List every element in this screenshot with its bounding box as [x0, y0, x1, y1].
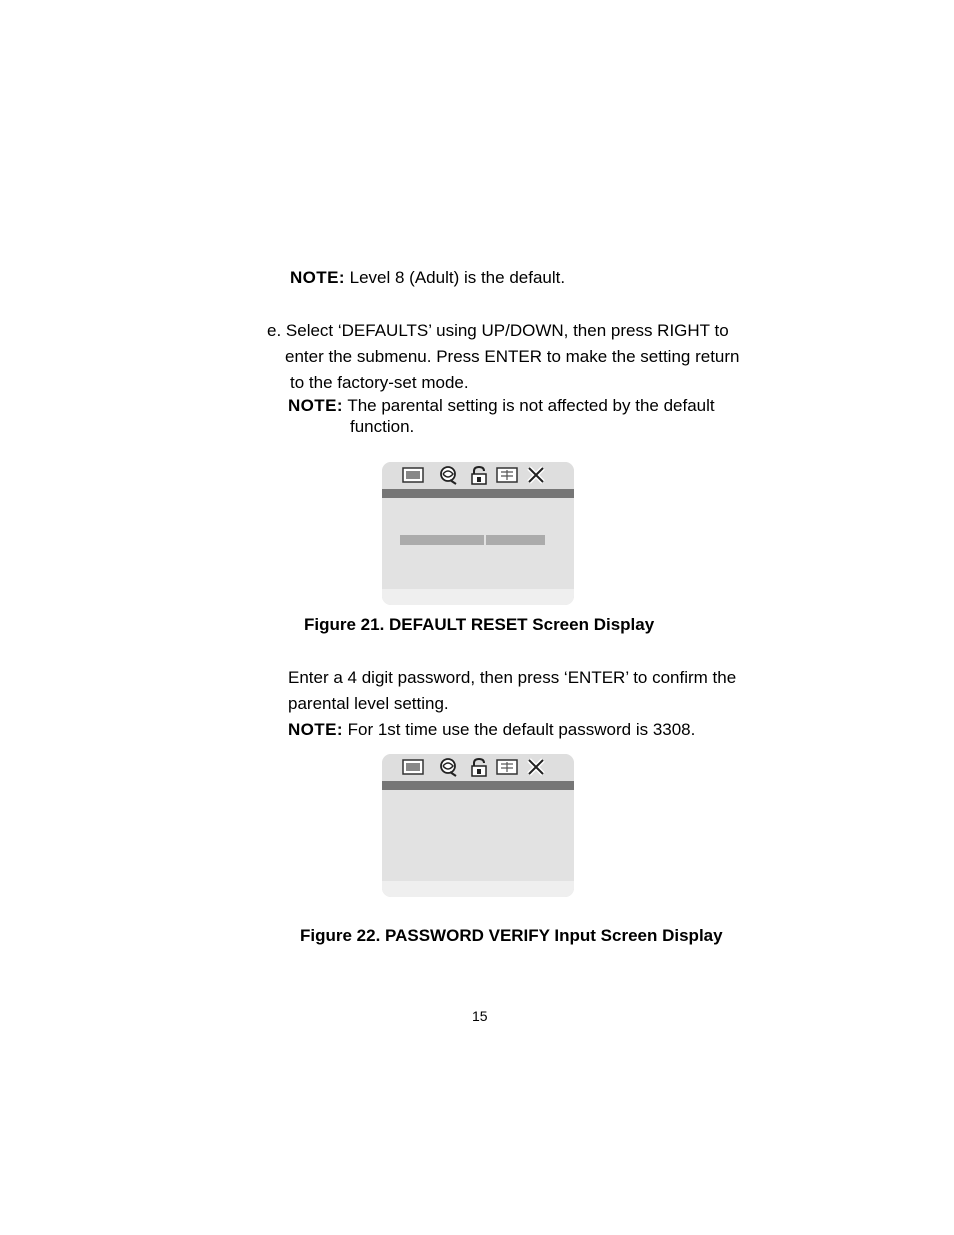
reset-option-highlight — [486, 535, 545, 545]
note-text: For 1st time use the default password is 3308. — [347, 720, 696, 739]
osd-footer — [382, 589, 574, 605]
audio-setup-icon — [438, 465, 460, 485]
step-e-line-2: enter the submenu. Press ENTER to make the setting return — [285, 347, 740, 366]
step-e-line-1: e. Select ‘DEFAULTS’ using UP/DOWN, then press RIGHT to — [267, 321, 729, 340]
osd-header-stripe — [382, 489, 574, 498]
figure-21-caption: Figure 21. DEFAULT RESET Screen Display — [304, 615, 655, 634]
exit-icon — [525, 757, 547, 777]
general-setup-icon — [402, 757, 424, 777]
note-text: Level 8 (Adult) is the default. — [349, 268, 566, 287]
general-setup-icon — [402, 465, 424, 485]
defaults-row-highlight — [400, 535, 484, 545]
page-number: 15 — [472, 1008, 488, 1024]
default-reset-screen — [382, 462, 574, 605]
osd-header-stripe — [382, 781, 574, 790]
note-level-default — [290, 268, 565, 288]
audio-setup-icon — [438, 757, 460, 777]
note-text: The parental setting is not affected by the default — [347, 396, 715, 415]
preference-lock-icon — [468, 465, 490, 485]
note-label: NOTE: — [288, 396, 343, 415]
note-default-password — [288, 720, 695, 740]
note-parental-setting — [288, 396, 715, 416]
step-e-line-3: to the factory-set mode. — [290, 373, 469, 392]
video-setup-icon — [496, 465, 518, 485]
note-label: NOTE: — [288, 720, 343, 739]
note-parental-setting-line-2: function. — [350, 417, 415, 436]
password-instruction-line-2: parental level setting. — [288, 694, 449, 713]
figure-22-caption: Figure 22. PASSWORD VERIFY Input Screen Display — [300, 926, 723, 945]
password-instruction-line-1: Enter a 4 digit password, then press ‘ENTER’ to confirm the — [288, 668, 737, 687]
note-label: NOTE: — [290, 268, 345, 287]
osd-footer — [382, 881, 574, 897]
video-setup-icon — [496, 757, 518, 777]
exit-icon — [525, 465, 547, 485]
password-verify-screen — [382, 754, 574, 897]
preference-lock-icon — [468, 757, 490, 777]
